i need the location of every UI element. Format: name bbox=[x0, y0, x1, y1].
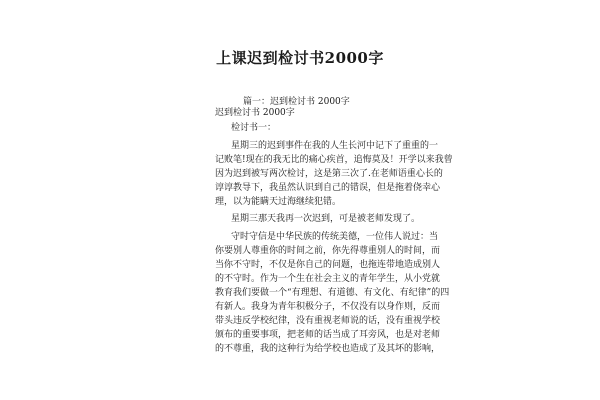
paragraph-line: 星期三那天我再一次迟到，可是被老师发现了。 bbox=[231, 214, 421, 224]
paragraph-line: 教育我们要做一个“有理想、有道德、有文化、有纪律”的四 bbox=[215, 288, 450, 298]
paragraph-line: 的不守时。作为一个生在社会主义的青年学生，从小党就 bbox=[215, 274, 441, 284]
paragraph-line: 带头违反学校纪律，没有重视老师说的话，没有重视学校 bbox=[215, 316, 441, 326]
paragraph-line: 的不尊重，我的这种行为给学校也造成了及其坏的影响， bbox=[215, 344, 441, 354]
paragraph-line: 记败笔!现在的我无比的痛心疾首，追悔莫及！开学以来我曾 bbox=[215, 155, 453, 165]
paragraph-line: 颁布的重要事项，把老师的话当成了耳旁风，也是对老师 bbox=[215, 330, 441, 340]
paragraph-line: 星期三的迟到事件在我的人生长河中记下了重重的一 bbox=[231, 141, 439, 151]
document-title: 上课迟到检讨书2000字 bbox=[216, 49, 384, 67]
paragraph-line: 因为迟到被写两次检讨，这是第三次了.在老师语重心长的 bbox=[215, 169, 443, 179]
paragraph-line: 谆谆教导下，我虽然认识到自己的错误，但是拖着侥幸心 bbox=[215, 183, 441, 193]
paragraph-line: 理，以为能瞒天过海继续犯错。 bbox=[215, 197, 342, 207]
section-heading: 篇一：迟到检讨书 2000字 bbox=[243, 97, 350, 107]
repeat-title-line: 迟到检讨书 2000字 bbox=[215, 108, 295, 118]
salutation: 检讨书一： bbox=[231, 123, 277, 133]
paragraph-line: 当你不守时，不仅是你自己的问题，也拖连带地造成别人 bbox=[215, 260, 441, 270]
paragraph-line: 有新人。我身为青年积极分子，不仅没有以身作则，反而 bbox=[215, 302, 441, 312]
paragraph-line: 你要别人尊重你的时间之前，你先得尊重别人的时间，而 bbox=[215, 246, 441, 256]
paragraph-line: 守时守信是中华民族的传统美德，一位伟人说过：当 bbox=[231, 232, 439, 242]
